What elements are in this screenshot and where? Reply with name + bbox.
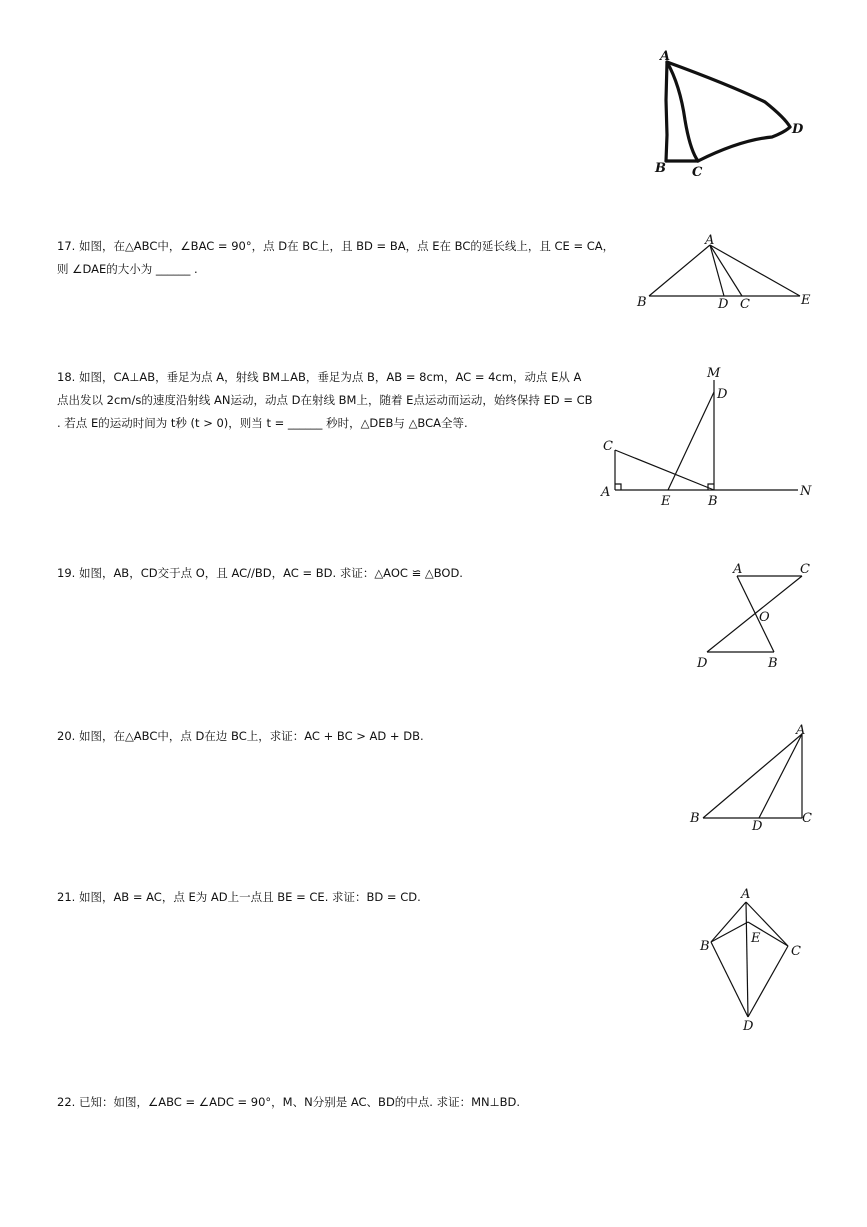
label-D: D — [697, 656, 708, 671]
right-angle-A — [615, 484, 621, 490]
question-17 — [57, 235, 614, 281]
label-C: C — [800, 562, 810, 577]
label-C: C — [603, 439, 613, 454]
label-A: A — [733, 562, 743, 577]
q19-line1: 19. 如图，AB，CD交于点 O，且 AC//BD，AC = BD. 求证：△AOC ≌ △BOD. — [57, 566, 463, 580]
segment-AD — [759, 734, 802, 818]
figure-q18 — [595, 362, 815, 512]
q22-line1: 22. 已知：如图，∠ABC = ∠ADC = 90°，M、N分别是 AC、BD的中点. 求证：MN⊥BD. — [57, 1095, 521, 1109]
figure-q16 — [640, 40, 820, 190]
label-B: B — [768, 656, 778, 671]
label-A: A — [741, 887, 751, 902]
q18-line2: 点出发以 2cm/s的速度沿射线 AN运动，动点 D在射线 BM上，随着 E点运动而运动，始终保持 ED = CB — [57, 393, 593, 407]
figure-q17 — [630, 230, 820, 315]
q18-line1: 18. 如图，CA⊥AB，垂足为点 A，射线 BM⊥AB，垂足为点 B，AB = 8cm，AC = 4cm，动点 E从 A — [57, 370, 582, 384]
label-E: E — [661, 494, 671, 509]
q20-line1: 20. 如图，在△ABC中，点 D在边 BC上，求证：AC + BC > AD + DB. — [57, 729, 424, 743]
label-E: E — [751, 931, 761, 946]
label-N: N — [800, 484, 812, 499]
label-D: D — [717, 387, 728, 402]
segment-ED — [668, 392, 714, 490]
segment-CB — [615, 450, 714, 490]
label-B: B — [655, 161, 666, 176]
segment-AC — [710, 245, 742, 296]
segment-CD — [748, 946, 788, 1017]
segment-BD — [711, 942, 748, 1017]
question-19 — [57, 562, 463, 585]
label-O: O — [759, 610, 770, 625]
label-D: D — [792, 122, 804, 137]
segment-AE — [710, 245, 800, 296]
segment-AB — [703, 734, 802, 818]
label-C: C — [802, 811, 812, 826]
label-D: D — [752, 819, 763, 834]
label-M: M — [707, 366, 721, 381]
label-A: A — [705, 233, 715, 248]
label-A: A — [796, 723, 806, 738]
label-B: B — [708, 494, 718, 509]
segment-AB — [649, 245, 710, 296]
segment-AB — [711, 902, 746, 942]
question-20 — [57, 725, 424, 748]
q18-line3: . 若点 E的运动时间为 t秒 (t > 0)，则当 t = ______ 秒时，△DEB与 △BCA全等. — [57, 416, 468, 430]
figure-q20 — [685, 722, 820, 837]
label-A: A — [660, 49, 671, 64]
label-C: C — [740, 297, 750, 312]
label-B: B — [637, 295, 647, 310]
label-C: C — [791, 944, 801, 959]
label-B: B — [690, 811, 700, 826]
segment-BE — [711, 922, 748, 942]
question-22 — [57, 1091, 520, 1114]
question-21 — [57, 886, 421, 909]
q17-line1: 17. 如图，在△ABC中，∠BAC = 90°，点 D在 BC上，且 BD = BA，点 E在 BC的延长线上，且 CE = CA， — [57, 239, 615, 253]
segment-AD — [710, 245, 724, 296]
segment-AB — [666, 62, 667, 161]
label-E: E — [801, 293, 811, 308]
figure-q19 — [690, 560, 820, 675]
segment-AC — [667, 62, 698, 161]
segment-AD — [746, 902, 748, 1017]
label-D: D — [718, 297, 729, 312]
segment-CD — [707, 576, 802, 652]
q21-line1: 21. 如图，AB = AC，点 E为 AD上一点且 BE = CE. 求证：BD = CD. — [57, 890, 421, 904]
label-A: A — [601, 485, 611, 500]
q17-line2: 则 ∠DAE的大小为 ______ . — [57, 262, 198, 276]
question-18 — [57, 366, 593, 435]
figure-q21 — [695, 882, 815, 1037]
label-C: C — [692, 165, 703, 180]
segment-CD — [698, 127, 790, 161]
label-D: D — [743, 1019, 754, 1034]
label-B: B — [700, 939, 710, 954]
